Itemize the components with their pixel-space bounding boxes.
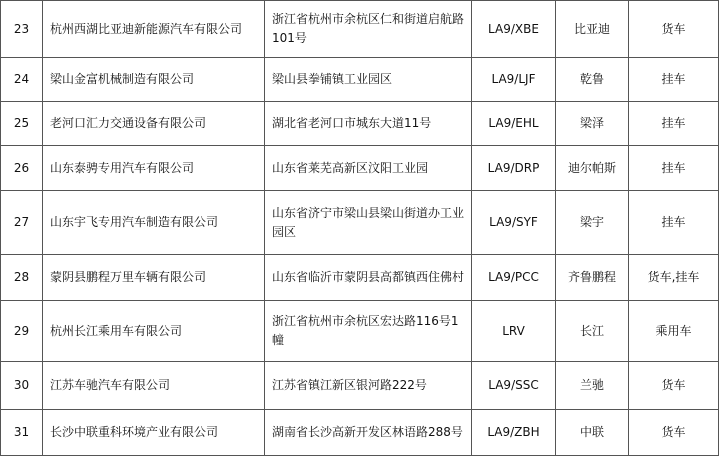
company-address: 浙江省杭州市余杭区仁和街道启航路101号: [265, 1, 472, 58]
company-address: 湖北省老河口市城东大道11号: [265, 102, 472, 146]
vin-code: LA9/SYF: [472, 191, 556, 255]
row-number: 27: [1, 191, 43, 255]
company-name: 蒙阴县鹏程万里车辆有限公司: [43, 255, 265, 301]
vin-code: LA9/SSC: [472, 362, 556, 410]
brand-name: 比亚迪: [556, 1, 629, 58]
vehicle-type: 货车: [629, 410, 719, 456]
vehicle-type: 挂车: [629, 191, 719, 255]
vehicle-type: 货车: [629, 362, 719, 410]
company-address: 浙江省杭州市余杭区宏达路116号1幢: [265, 301, 472, 362]
vin-code: LA9/EHL: [472, 102, 556, 146]
vin-code: LA9/XBE: [472, 1, 556, 58]
row-number: 26: [1, 146, 43, 191]
company-address: 江苏省镇江新区银河路222号: [265, 362, 472, 410]
table-row: [1, 410, 719, 456]
company-name: 长沙中联重科环境产业有限公司: [43, 410, 265, 456]
table-row: [1, 102, 719, 146]
brand-name: 乾鲁: [556, 58, 629, 102]
row-number: 29: [1, 301, 43, 362]
company-address: 山东省莱芜高新区汶阳工业园: [265, 146, 472, 191]
brand-name: 长江: [556, 301, 629, 362]
company-address: 梁山县拳铺镇工业园区: [265, 58, 472, 102]
table-row: [1, 362, 719, 410]
brand-name: 迪尔帕斯: [556, 146, 629, 191]
company-address: 山东省临沂市蒙阴县高都镇西住佛村: [265, 255, 472, 301]
table-row: [1, 301, 719, 362]
company-address: 山东省济宁市梁山县梁山街道办工业园区: [265, 191, 472, 255]
vin-code: LRV: [472, 301, 556, 362]
table-row: [1, 191, 719, 255]
vin-code: LA9/DRP: [472, 146, 556, 191]
company-name: 杭州西湖比亚迪新能源汽车有限公司: [43, 1, 265, 58]
brand-name: 齐鲁鹏程: [556, 255, 629, 301]
row-number: 30: [1, 362, 43, 410]
row-number: 24: [1, 58, 43, 102]
vehicle-type: 货车,挂车: [629, 255, 719, 301]
company-name: 老河口汇力交通设备有限公司: [43, 102, 265, 146]
company-name: 江苏车驰汽车有限公司: [43, 362, 265, 410]
brand-name: 梁泽: [556, 102, 629, 146]
table-row: [1, 1, 719, 58]
row-number: 25: [1, 102, 43, 146]
vehicle-type: 挂车: [629, 146, 719, 191]
table-row: [1, 255, 719, 301]
company-name: 杭州长江乘用车有限公司: [43, 301, 265, 362]
brand-name: 兰驰: [556, 362, 629, 410]
company-name: 梁山金富机械制造有限公司: [43, 58, 265, 102]
company-name: 山东宇飞专用汽车制造有限公司: [43, 191, 265, 255]
vehicle-type: 挂车: [629, 102, 719, 146]
brand-name: 中联: [556, 410, 629, 456]
brand-name: 梁宇: [556, 191, 629, 255]
vin-code: LA9/ZBH: [472, 410, 556, 456]
company-name: 山东泰骋专用汽车有限公司: [43, 146, 265, 191]
row-number: 31: [1, 410, 43, 456]
table-row: [1, 146, 719, 191]
vehicle-type: 挂车: [629, 58, 719, 102]
vehicle-type: 乘用车: [629, 301, 719, 362]
row-number: 28: [1, 255, 43, 301]
company-address: 湖南省长沙高新开发区林语路288号: [265, 410, 472, 456]
vin-code: LA9/LJF: [472, 58, 556, 102]
vin-code: LA9/PCC: [472, 255, 556, 301]
table-row: [1, 58, 719, 102]
vehicle-type: 货车: [629, 1, 719, 58]
row-number: 23: [1, 1, 43, 58]
